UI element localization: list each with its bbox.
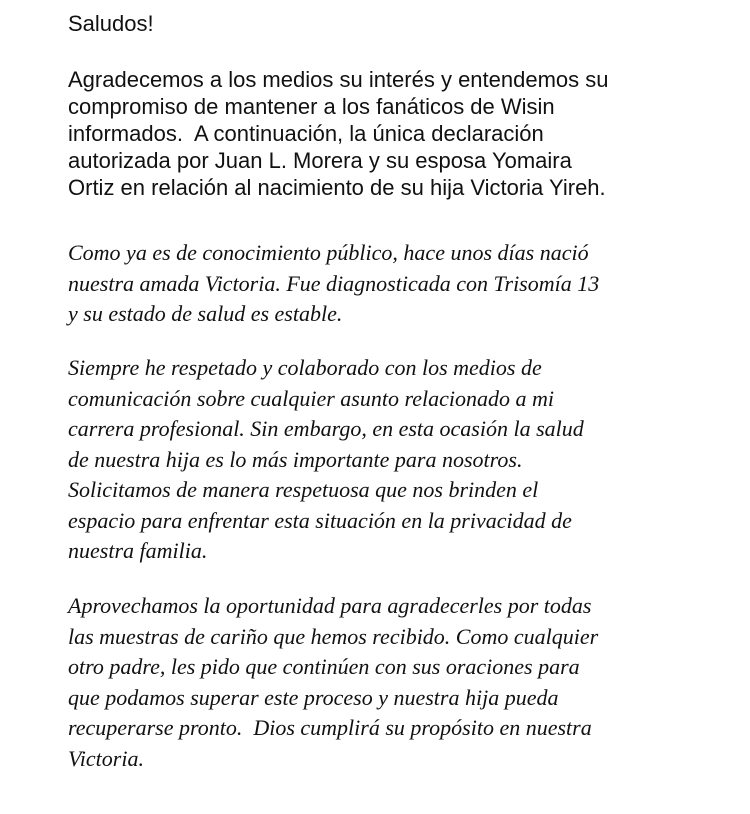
statement-paragraph-gratitude: Aprovechamos la oportunidad para agradecerles por todas las muestras de cariño que hemos recibido. Como cualquier otro padre, les pido que continúen con sus oraciones para que podamos superar este proceso y nuestra hija pueda recuperarse pronto. Dios cumplirá su propósito en nuestra Victoria. — [68, 593, 599, 771]
statement-paragraph-health: Como ya es de conocimiento público, hace unos días nació nuestra amada Victoria. Fue diagnosticada con Trisomía 13 y su estado de salud es estable. — [68, 240, 600, 326]
statement-paragraph-privacy: Siempre he respetado y colaborado con los medios de comunicación sobre cualquier asunto relacionado a mi carrera profesional. Sin embargo, en esta ocasión la salud de nuestra hija es lo más importante para nosotros. Solicitamos de manera respetuosa que nos brinden el espacio para enfrentar esta situación en la privacidad de nuestra familia. — [68, 355, 584, 563]
intro-paragraph: Agradecemos a los medios su interés y entendemos su compromiso de mantener a los fanáticos de Wisin informados. A continuación, la única declaración autorizada por Juan L. Morera y su esposa Yomaira Ortiz en relación al nacimiento de su hija Victoria Yireh. — [68, 67, 609, 200]
greeting: Saludos! — [68, 11, 154, 36]
